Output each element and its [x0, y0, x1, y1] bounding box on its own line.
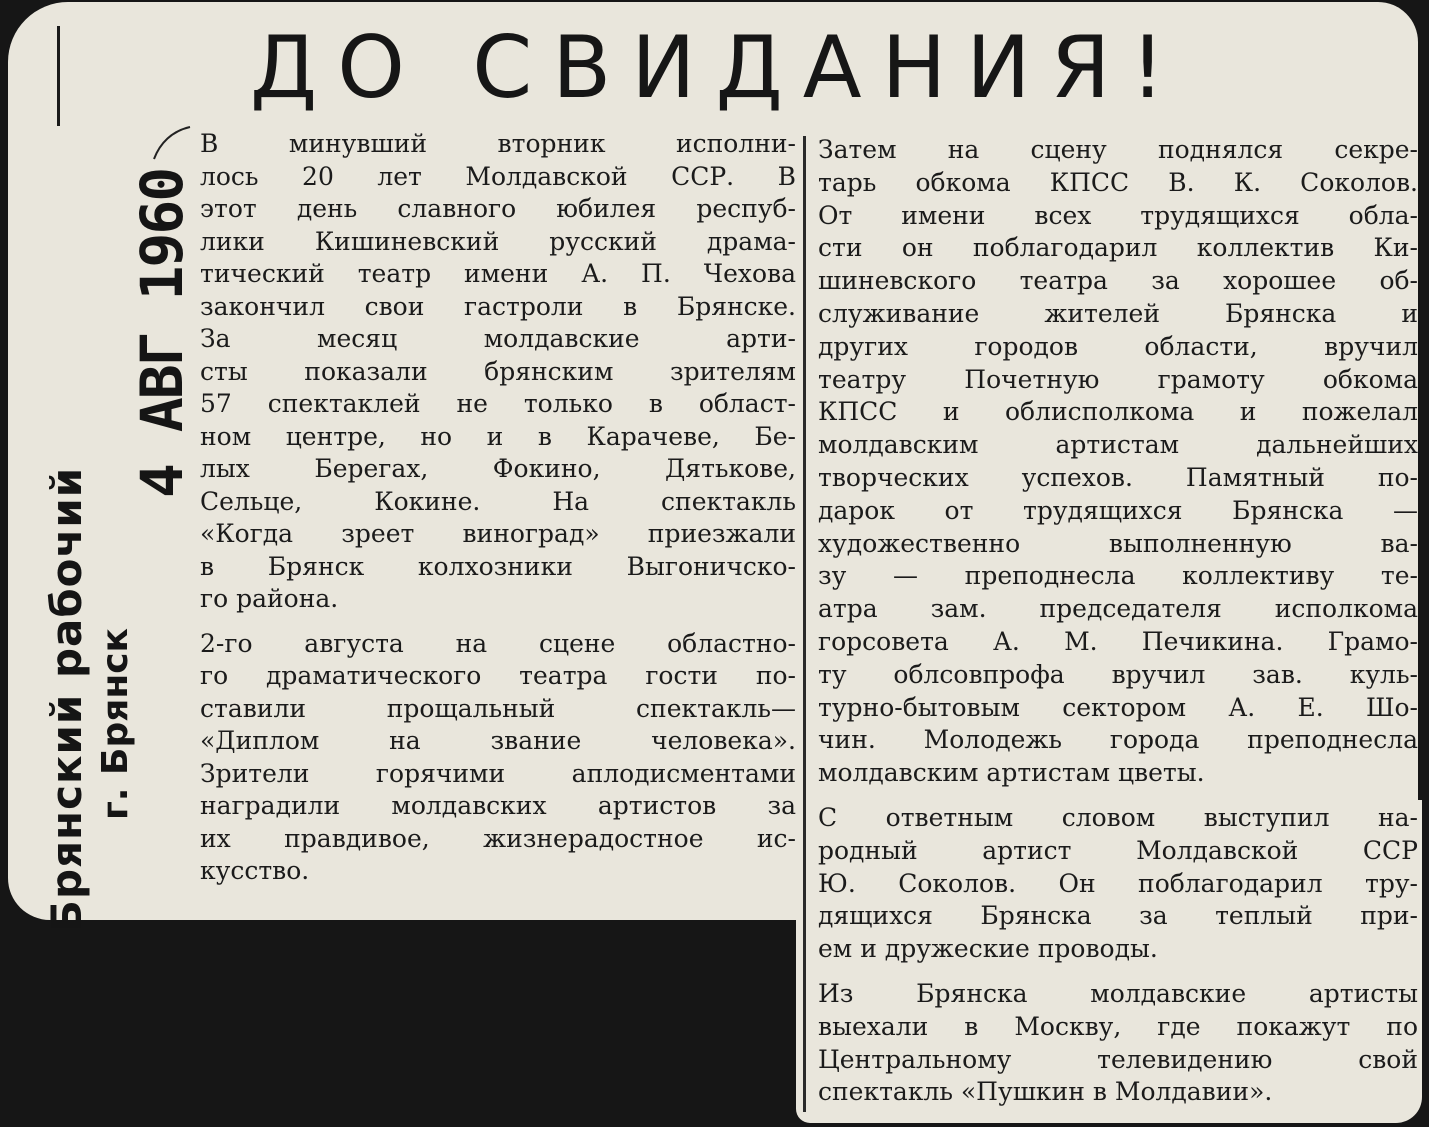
text-line: Сельце, Кокине. На спектакль: [200, 486, 796, 516]
paragraph-gap: [818, 790, 1418, 802]
article-column-right: [818, 134, 1418, 1109]
text-line: Затем на сцену поднялся секре-: [818, 135, 1418, 164]
text-line: ном центре, но и в Карачеве, Бе-: [200, 421, 796, 451]
text-line: других городов области, вручил: [818, 331, 1418, 361]
article-column-left: [200, 128, 796, 888]
text-line: 2-го августа на сцене областно-: [200, 628, 796, 658]
text-line: 57 спектаклей не только в област-: [200, 389, 796, 418]
stamp-newspaper-name: Брянский рабочий: [42, 466, 91, 932]
text-line: тический театр имени А. П. Чехова: [200, 259, 796, 288]
article-paragraph: [200, 628, 796, 888]
text-line: С ответным словом выступил на-: [818, 802, 1418, 832]
text-line: турно-бытовым сектором А. Е. Шо-: [818, 692, 1418, 722]
text-line: театру Почетную грамоту обкома: [818, 364, 1418, 394]
text-line: дящихся Брянска за теплый при-: [818, 901, 1418, 931]
text-line: в Брянск колхозники Выгоничско-: [200, 551, 796, 581]
text-line: За месяц молдавские арти-: [200, 324, 796, 353]
stamp-city: г. Брянск: [95, 628, 136, 820]
text-line: родный артист Молдавской ССР: [818, 835, 1418, 865]
text-line: Ю. Соколов. Он поблагодарил тру-: [818, 868, 1418, 898]
text-line: наградили молдавских артистов за: [200, 791, 796, 820]
text-line: Из Брянска молдавские артисты: [818, 978, 1418, 1008]
text-line: лики Кишиневский русский драма-: [200, 226, 796, 256]
text-line: зу — преподнесла коллективу те-: [818, 561, 1418, 591]
text-line: атра зам. председателя исполкома: [818, 594, 1418, 624]
text-line: сты показали брянским зрителям: [200, 356, 796, 386]
text-line: го района.: [200, 584, 339, 613]
text-line: выехали в Москву, где покажут по: [818, 1011, 1418, 1041]
text-line: Центральному телевидению свой: [818, 1044, 1418, 1074]
text-line: служивание жителей Брянска и: [818, 298, 1418, 328]
text-line: сти он поблагодарил коллектив Ки-: [818, 233, 1418, 263]
text-line: ставили прощальный спектакль—: [200, 693, 796, 723]
text-line: художественно выполненную ва-: [818, 528, 1418, 558]
pen-rule: [57, 26, 60, 126]
text-line: ем и дружеские проводы.: [818, 934, 1158, 964]
text-line: «Диплом на звание человека».: [200, 726, 796, 755]
text-line: Зрители горячими аплодисментами: [200, 758, 796, 788]
article-paragraph: [818, 134, 1418, 790]
text-line: их правдивое, жизнерадостное ис-: [200, 823, 796, 853]
pen-mark-icon: [152, 125, 192, 161]
stamp-date: 4 АВГ 1960: [128, 168, 196, 498]
paragraph-gap: [200, 616, 796, 628]
text-line: дарок от трудящихся Брянска —: [818, 495, 1418, 525]
article-paragraph: [818, 978, 1418, 1109]
text-line: молдавским артистам дальнейших: [818, 430, 1418, 460]
text-line: молдавским артистам цветы.: [818, 758, 1205, 788]
text-line: этот день славного юбилея респуб-: [200, 194, 796, 223]
text-line: КПСС и облисполкома и пожелал: [818, 397, 1418, 427]
text-line: «Когда зреет виноград» приезжали: [200, 519, 796, 548]
text-line: тарь обкома КПСС В. К. Соколов.: [818, 167, 1418, 197]
text-line: кусство.: [200, 856, 310, 885]
text-line: спектакль «Пушкин в Молдавии».: [818, 1077, 1273, 1107]
text-line: ту облсовпрофа вручил зав. куль-: [818, 659, 1418, 689]
text-line: чин. Молодежь города преподнесла: [818, 725, 1418, 755]
article-paragraph: [200, 128, 796, 616]
text-line: закончил свои гастроли в Брянске.: [200, 291, 796, 321]
text-line: От имени всех трудящихся обла-: [818, 200, 1418, 230]
text-line: лых Берегах, Фокино, Дятькове,: [200, 454, 796, 483]
text-line: В минувший вторник исполни-: [200, 129, 796, 158]
text-line: творческих успехов. Памятный по-: [818, 462, 1418, 492]
column-divider: [803, 136, 806, 1112]
paragraph-gap: [818, 966, 1418, 978]
article-headline: ДО СВИДАНИЯ!: [250, 18, 1185, 118]
text-line: го драматического театра гости по-: [200, 661, 796, 690]
text-line: лось 20 лет Молдавской ССР. В: [200, 161, 796, 191]
article-paragraph: [818, 802, 1418, 966]
text-line: шиневского театра за хорошее об-: [818, 266, 1418, 296]
text-line: горсовета А. М. Печикина. Грамо-: [818, 626, 1418, 656]
